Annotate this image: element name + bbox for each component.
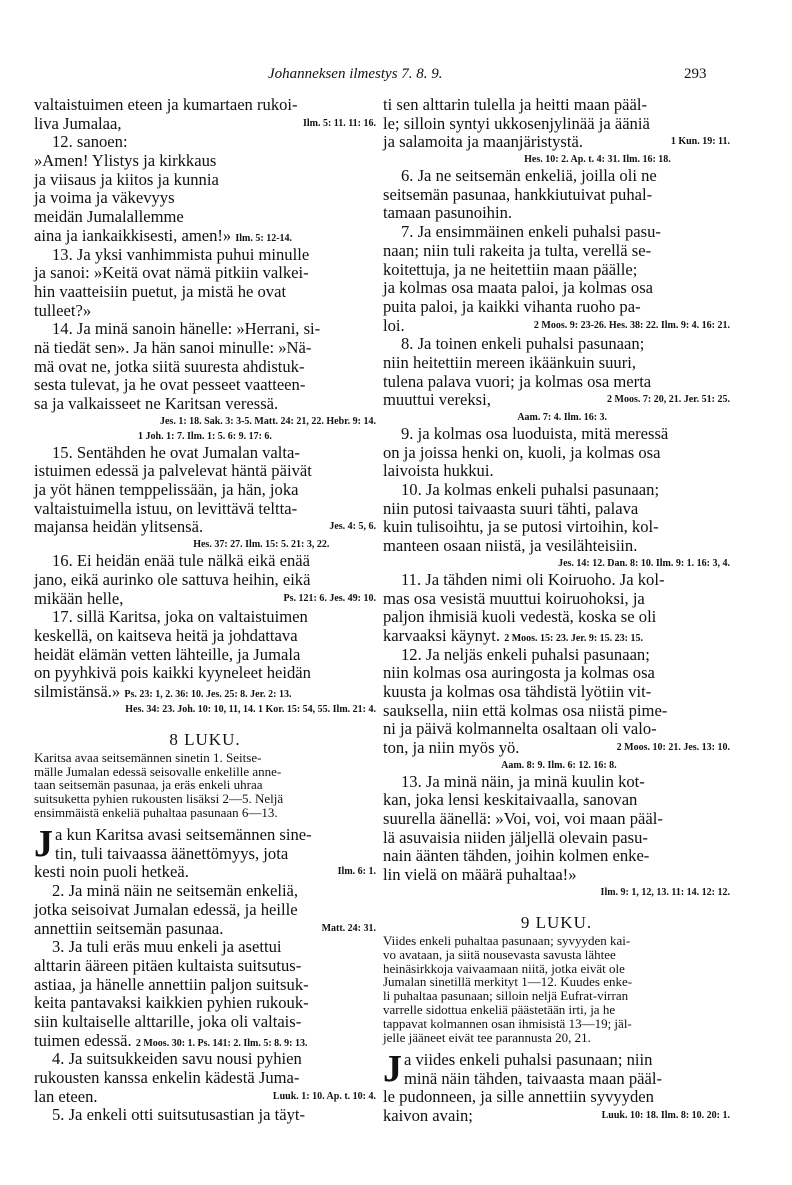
reference-line: Hes. 34: 23. Joh. 10: 10, 11, 14. 1 Kor. 15: 54, 55. Ilm. 21: 4.: [125, 703, 376, 715]
line-text: annettiin seitsemän pasunaa.: [34, 918, 224, 938]
line-text: 15. Sentähden he ovat Jumalan valta-: [52, 442, 300, 462]
verse-reference: 2 Moos. 30: 1. Ps. 141: 2. Ilm. 5: 8. 9: 13.: [135, 1037, 308, 1049]
text-line: [34, 1088, 376, 1107]
text-line: [383, 810, 730, 829]
reference-line: Ilm. 9: 1, 12, 13. 11: 14. 12: 12.: [600, 886, 730, 898]
text-line: [34, 152, 376, 171]
line-text: le pudonneen, ja sille annettiin syvyyden: [383, 1087, 654, 1107]
line-text: 10. Ja kolmas enkeli puhalsi pasunaan;: [401, 480, 660, 500]
line-text: ja voima ja väkevyys: [34, 188, 175, 208]
line-text: 8. Ja toinen enkeli puhalsi pasunaan;: [401, 334, 645, 354]
verse-reference: Ilm. 5: 11. 11: 16.: [302, 117, 376, 129]
line-text: naan; niin tuli rakeita ja tulta, verellä se-: [383, 240, 652, 260]
line-text: nain äänten tähden, joihin kolmen enke-: [383, 846, 650, 866]
line-text: le; silloin syntyi ukkosenjylinää ja ääniä: [383, 113, 650, 133]
text-line: a kun Karitsa avasi seitsemännen sine-: [55, 825, 312, 845]
text-line: a viides enkeli puhalsi pasunaan; niin: [404, 1049, 653, 1069]
line-text: kuin tulisoihtu, ja se putosi virtoihin, kol-: [383, 517, 659, 537]
left-column: [34, 96, 376, 1125]
line-text: kesti noin puoli hetkeä.: [34, 862, 189, 882]
text-line: [34, 1106, 376, 1125]
text-line: [383, 847, 730, 866]
text-line: [383, 115, 730, 134]
text-line: [383, 373, 730, 392]
line-text: 11. Ja tähden nimi oli Koiruoho. Ja kol-: [401, 569, 665, 589]
text-line: [383, 261, 730, 280]
summary-line: li puhaltaa pasunaan; silloin neljä Eufrat-virran: [383, 988, 629, 1004]
line-text: meidän Jumalallemme: [34, 207, 184, 227]
line-text: ton, ja niin myös yö.: [383, 738, 520, 757]
chapter-summary: [34, 751, 376, 820]
line-text: mikään helle,: [34, 588, 124, 608]
text-line: [34, 283, 376, 302]
line-text: niin kolmas osa auringosta ja kolmas osa: [383, 663, 655, 683]
summary-line: taan seitsemän pasunaa, ja eräs enkeli uhraa: [34, 777, 263, 793]
verse-reference: Luuk. 1: 10. Ap. t. 10: 4.: [272, 1090, 376, 1102]
line-text: muuttui vereksi,: [383, 390, 491, 410]
verse-reference: Ps. 121: 6. Jes. 49: 10.: [283, 592, 376, 604]
text-line: [383, 335, 730, 354]
text-line: [34, 302, 376, 321]
text-line: [383, 608, 730, 627]
line-text: liva Jumalaa,: [34, 113, 122, 133]
text-line: [34, 571, 376, 590]
text-line: [34, 96, 376, 115]
text-line: [383, 537, 730, 556]
line-text: koitettuja, ja ne heitettiin maan päälle;: [383, 259, 638, 279]
line-text: 4. Ja suitsukkeiden savu nousi pyhien: [52, 1049, 302, 1069]
text-line: [34, 208, 376, 227]
line-text: ja kolmas osa maata paloi, ja kolmas osa: [383, 278, 654, 298]
text-line: [34, 358, 376, 377]
text-line: [34, 1013, 376, 1032]
verse-reference: 2 Moos. 10: 21. Jes. 13: 10.: [616, 742, 730, 753]
text-line: [34, 395, 376, 414]
line-text: keskellä, on kaitseva heitä ja johdattava: [34, 625, 298, 645]
text-line: [34, 608, 376, 627]
text-line: [34, 938, 376, 957]
text-line: [383, 627, 730, 646]
text-line: [383, 481, 730, 500]
text-line: [383, 866, 730, 885]
text-line: [34, 1050, 376, 1069]
verse-reference: 1 Kun. 19: 11.: [670, 136, 730, 148]
text-line: [34, 1032, 376, 1051]
reference-line: Aam. 8: 9. Ilm. 6: 12. 16: 8.: [501, 759, 617, 771]
text-line: [34, 664, 376, 683]
text-line: [34, 920, 376, 939]
line-text: sa ja valkaisseet ne Karitsan veressä.: [34, 394, 279, 413]
summary-line: Jumalan sinetillä merkityt 1—12. Kuudes enke-: [383, 974, 633, 990]
text-line: [383, 571, 730, 590]
text-line: [383, 354, 730, 373]
text-line: [383, 391, 730, 410]
text-line: [34, 882, 376, 901]
chapter-heading: 8 LUKU.: [169, 729, 241, 749]
line-text: 5. Ja enkeli otti suitsutusastian ja täyt-: [52, 1105, 306, 1125]
text-line: [34, 1069, 376, 1088]
line-text: majansa heidän ylitsensä.: [34, 517, 204, 537]
reference-line: Jes. 14: 12. Dan. 8: 10. Ilm. 9: 1. 16: 3, 4.: [558, 557, 730, 569]
text-line: [383, 242, 730, 261]
text-line: [383, 462, 730, 481]
text-line: [383, 167, 730, 186]
line-text: seitsemän pasunaa, hankkiutuivat puhal-: [383, 184, 653, 204]
text-line: [34, 320, 376, 339]
text-line: [383, 683, 730, 702]
line-text: laivoista hukkui.: [383, 461, 494, 481]
text-line: [383, 279, 730, 298]
line-text: 13. Ja minä näin, ja minä kuulin kot-: [401, 771, 645, 791]
text-line: [34, 264, 376, 283]
spacer: [383, 900, 730, 908]
line-text: karvaaksi käynyt.: [383, 625, 501, 645]
line-text: 3. Ja tuli eräs muu enkeli ja asettui: [52, 937, 282, 957]
text-line: [34, 133, 376, 152]
text-line: [34, 444, 376, 463]
line-text: alttarin ääreen pitäen kultaista suitsutus-: [34, 955, 302, 975]
line-text: sauksella, niin että kolmas osa niistä pime-: [383, 700, 668, 720]
text-line: [383, 1107, 730, 1126]
spacer: [34, 717, 376, 725]
text-line: [383, 133, 730, 152]
text-line: [383, 773, 730, 792]
line-text: heidät elämän vetten lähteille, ja Jumala: [34, 644, 301, 664]
text-line: [383, 425, 730, 444]
chapter-heading: 9 LUKU.: [520, 912, 593, 932]
right-column: [383, 96, 730, 1126]
line-text: jano, eikä aurinko ole sattuva heihin, eikä: [34, 569, 311, 589]
line-text: manteen osaan niistä, ja vesilähteisiin.: [383, 536, 638, 556]
line-text: kan, joka lensi keskitaivaalla, sanovan: [383, 790, 638, 810]
text-line: [383, 317, 730, 336]
line-text: ja yöt hänen temppelissään, ja hän, joka: [34, 480, 299, 500]
text-line: [383, 518, 730, 537]
text-line: [34, 189, 376, 208]
line-text: ti sen alttarin tulella ja heitti maan pääl-: [383, 95, 648, 114]
text-line: [383, 186, 730, 205]
text-line: [34, 339, 376, 358]
line-text: lä asuvaisia niiden jäljellä olevain pasu-: [383, 827, 648, 847]
reference-line: Aam. 7: 4. Ilm. 16: 3.: [517, 412, 608, 423]
text-line: [383, 444, 730, 463]
line-text: rukousten kanssa enkelin kädestä Juma-: [34, 1068, 300, 1088]
line-text: 6. Ja ne seitsemän enkeliä, joilla oli ne: [401, 166, 657, 186]
text-line: [383, 1088, 730, 1107]
line-text: on ja joissa henki on, kuoli, ja kolmas osa: [383, 442, 661, 462]
verse-reference: 2 Moos. 9: 23-26. Hes. 38: 22. Ilm. 9: 4. 16: 21.: [533, 319, 730, 331]
line-text: 13. Ja yksi vanhimmista puhui minulle: [52, 244, 310, 264]
line-text: 9. ja kolmas osa luoduista, mitä meressä: [401, 424, 669, 443]
line-text: lan eteen.: [34, 1086, 98, 1106]
text-line: [34, 646, 376, 665]
text-line: [383, 739, 730, 758]
line-text: keita pantavaksi kaikkien pyhien rukouk-: [34, 993, 309, 1013]
reference-line: 1 Joh. 1: 7. Ilm. 1: 5. 6: 9. 17: 6.: [138, 430, 272, 442]
line-text: siin kultaiselle alttarille, joka oli valtais-: [34, 1011, 302, 1031]
line-text: on pyyhkivä pois kaikki kyyneleet heidän: [34, 663, 311, 683]
text-line: [34, 552, 376, 571]
running-header: [0, 66, 792, 86]
drop-cap: J: [383, 1047, 402, 1090]
verse-reference: Matt. 24: 31.: [321, 922, 376, 934]
summary-line: varrelle sidottua enkeliä päästetään irti, ja he: [383, 1002, 616, 1018]
reference-line: Jes. 1: 18. Sak. 3: 3-5. Matt. 24: 21, 22. Hebr. 9: 14.: [159, 415, 376, 427]
text-line: [383, 298, 730, 317]
line-text: tuimen edessä.: [34, 1030, 132, 1050]
line-text: 14. Ja minä sanoin hänelle: »Herrani, si-: [52, 319, 321, 339]
chapter-intro: [34, 823, 376, 866]
text-line: [383, 590, 730, 609]
line-text: 12. Ja neljäs enkeli puhalsi pasunaan;: [401, 644, 650, 664]
line-text: 16. Ei heidän enää tule nälkä eikä enää: [52, 551, 310, 571]
verse-reference: Jes. 4: 5, 6.: [329, 521, 376, 533]
text-line: [383, 720, 730, 739]
line-text: puita paloi, ja kaikki vihanta ruoho pa-: [383, 296, 641, 316]
line-text: 2. Ja minä näin ne seitsemän enkeliä,: [52, 881, 299, 901]
line-text: istuimen edessä ja palvelevat häntä päivät: [34, 461, 312, 481]
summary-line: Viides enkeli puhaltaa pasunaan; syvyyden kai-: [383, 932, 631, 948]
line-text: ja salamoita ja maanjäristystä.: [383, 132, 583, 152]
line-text: astiaa, ja hänelle annettiin paljon suitsuk-: [34, 974, 309, 994]
text-line: [34, 171, 376, 190]
text-line: [383, 829, 730, 848]
text-line: [383, 96, 730, 115]
text-line: [34, 115, 376, 134]
text-line: [34, 500, 376, 519]
text-line: [383, 223, 730, 242]
summary-line: Karitsa avaa seitsemännen sinetin 1. Seitse-: [34, 749, 262, 765]
text-line: [34, 994, 376, 1013]
text-line: [34, 627, 376, 646]
text-line: tin, tuli taivaassa äänettömyys, jota: [55, 843, 289, 863]
line-text: aina ja iankaikkisesti, amen!»: [34, 225, 232, 245]
text-line: [34, 227, 376, 246]
text-line: [34, 481, 376, 500]
text-line: [34, 518, 376, 537]
running-title: Johanneksen ilmestys 7. 8. 9.: [268, 66, 443, 82]
reference-line: Hes. 37: 27. Ilm. 15: 5. 21: 3, 22.: [193, 539, 330, 551]
verse-reference: Luuk. 10: 18. Ilm. 8: 10. 20: 1.: [601, 1110, 730, 1121]
chapter-summary: [383, 934, 730, 1045]
line-text: paljon ihmisiä kuoli vedestä, koska se oli: [383, 607, 657, 627]
line-text: tamaan pasunoihin.: [383, 203, 513, 223]
line-text: niin putosi taivaasta suuri tähti, palava: [383, 498, 639, 518]
summary-line: heinäsirkkoja vaivaamaan niitä, jotka eivät ole: [383, 960, 625, 976]
verse-reference: Ps. 23: 1, 2. 36: 10. Jes. 25: 8. Jer. 2: 13.: [124, 688, 292, 700]
text-line: [34, 901, 376, 920]
line-text: valtaistuimen eteen ja kumartaen rukoi-: [34, 95, 298, 114]
text-line: [34, 246, 376, 265]
line-text: »Amen! Ylistys ja kirkkaus: [34, 151, 217, 171]
text-line: [383, 664, 730, 683]
line-text: mas osa vesistä muuttui koiruohoksi, ja: [383, 588, 645, 608]
summary-line: ensimmäistä enkeliä puhaltaa pasunaan 6—13.: [34, 805, 278, 821]
page-number: 293: [684, 66, 707, 82]
summary-line: tappavat kolmannen osan ihmisistä 13—19; jäl-: [383, 1016, 632, 1032]
drop-cap: J: [34, 823, 53, 866]
text-line: [34, 590, 376, 609]
line-text: ja sanoi: »Keitä ovat nämä pitkiin valkei-: [34, 263, 309, 283]
text-line: [383, 204, 730, 223]
text-line: [383, 791, 730, 810]
line-text: nä tiedät sen». Ja hän sanoi minulle: »Nä-: [34, 337, 312, 357]
line-text: 7. Ja ensimmäinen enkeli puhalsi pasu-: [401, 222, 661, 242]
text-line: minä näin tähden, taivaasta maan pääl-: [404, 1068, 663, 1088]
text-line: [34, 376, 376, 395]
line-text: niin heitettiin mereen ikäänkuin suuri,: [383, 352, 636, 372]
line-text: ni ja päivä kolmannelta osaltaan oli valo-: [383, 719, 657, 739]
summary-line: mälle Jumalan edessä seisovalle enkelille anne-: [34, 763, 282, 779]
line-text: jotka seisoivat Jumalan edessä, ja heille: [34, 899, 298, 919]
line-text: tulleet?»: [34, 300, 92, 320]
text-line: [383, 646, 730, 665]
line-text: suurella äänellä: »Voi, voi, voi maan pääl-: [383, 809, 663, 829]
line-text: loi.: [383, 315, 405, 335]
line-text: lin vielä on määrä puhaltaa!»: [383, 865, 577, 885]
text-line: [383, 500, 730, 519]
line-text: silmistänsä.»: [34, 681, 121, 701]
text-line: [383, 702, 730, 721]
line-text: 17. sillä Karitsa, joka on valtaistuimen: [52, 607, 308, 627]
text-line: [34, 976, 376, 995]
verse-reference: Ilm. 6: 1.: [337, 866, 376, 878]
summary-line: suitsuketta pyhien rukousten lisäksi 2—5. Neljä: [34, 791, 284, 807]
text-line: [34, 683, 376, 702]
line-text: 12. sanoen:: [52, 132, 128, 152]
line-text: ja viisaus ja kiitos ja kunnia: [34, 169, 219, 189]
verse-reference: 2 Moos. 15: 23. Jer. 9: 15. 23: 15.: [504, 632, 643, 644]
line-text: kuusta ja kolmas osa tähdistä lyötiin vit-: [383, 681, 652, 701]
line-text: mä ovat ne, jotka siitä suuresta ahdistuk-: [34, 356, 305, 376]
line-text: hin vaatteisiin puetut, ja mistä he ovat: [34, 281, 287, 301]
line-text: kaivon avain;: [383, 1106, 473, 1125]
verse-reference: 2 Moos. 7: 20, 21. Jer. 51: 25.: [607, 394, 730, 406]
summary-line: vo avataan, ja siitä nousevasta savusta lähtee: [383, 946, 616, 962]
line-text: valtaistuimella istuu, on levittävä teltta-: [34, 498, 298, 518]
summary-line: jelle jääneet eivät tee parannusta 20, 21.: [383, 1030, 591, 1046]
line-text: sesta tulevat, ja he ovat pesseet vaatteen-: [34, 375, 306, 395]
text-line: [34, 462, 376, 481]
chapter-intro: [383, 1047, 730, 1090]
verse-reference: Ilm. 5: 12-14.: [235, 232, 293, 244]
line-text: tulena palava vuori; ja kolmas osa merta: [383, 371, 652, 391]
reference-line: Hes. 10: 2. Ap. t. 4: 31. Ilm. 16: 18.: [524, 154, 671, 166]
text-line: [34, 957, 376, 976]
text-line: [34, 863, 376, 882]
